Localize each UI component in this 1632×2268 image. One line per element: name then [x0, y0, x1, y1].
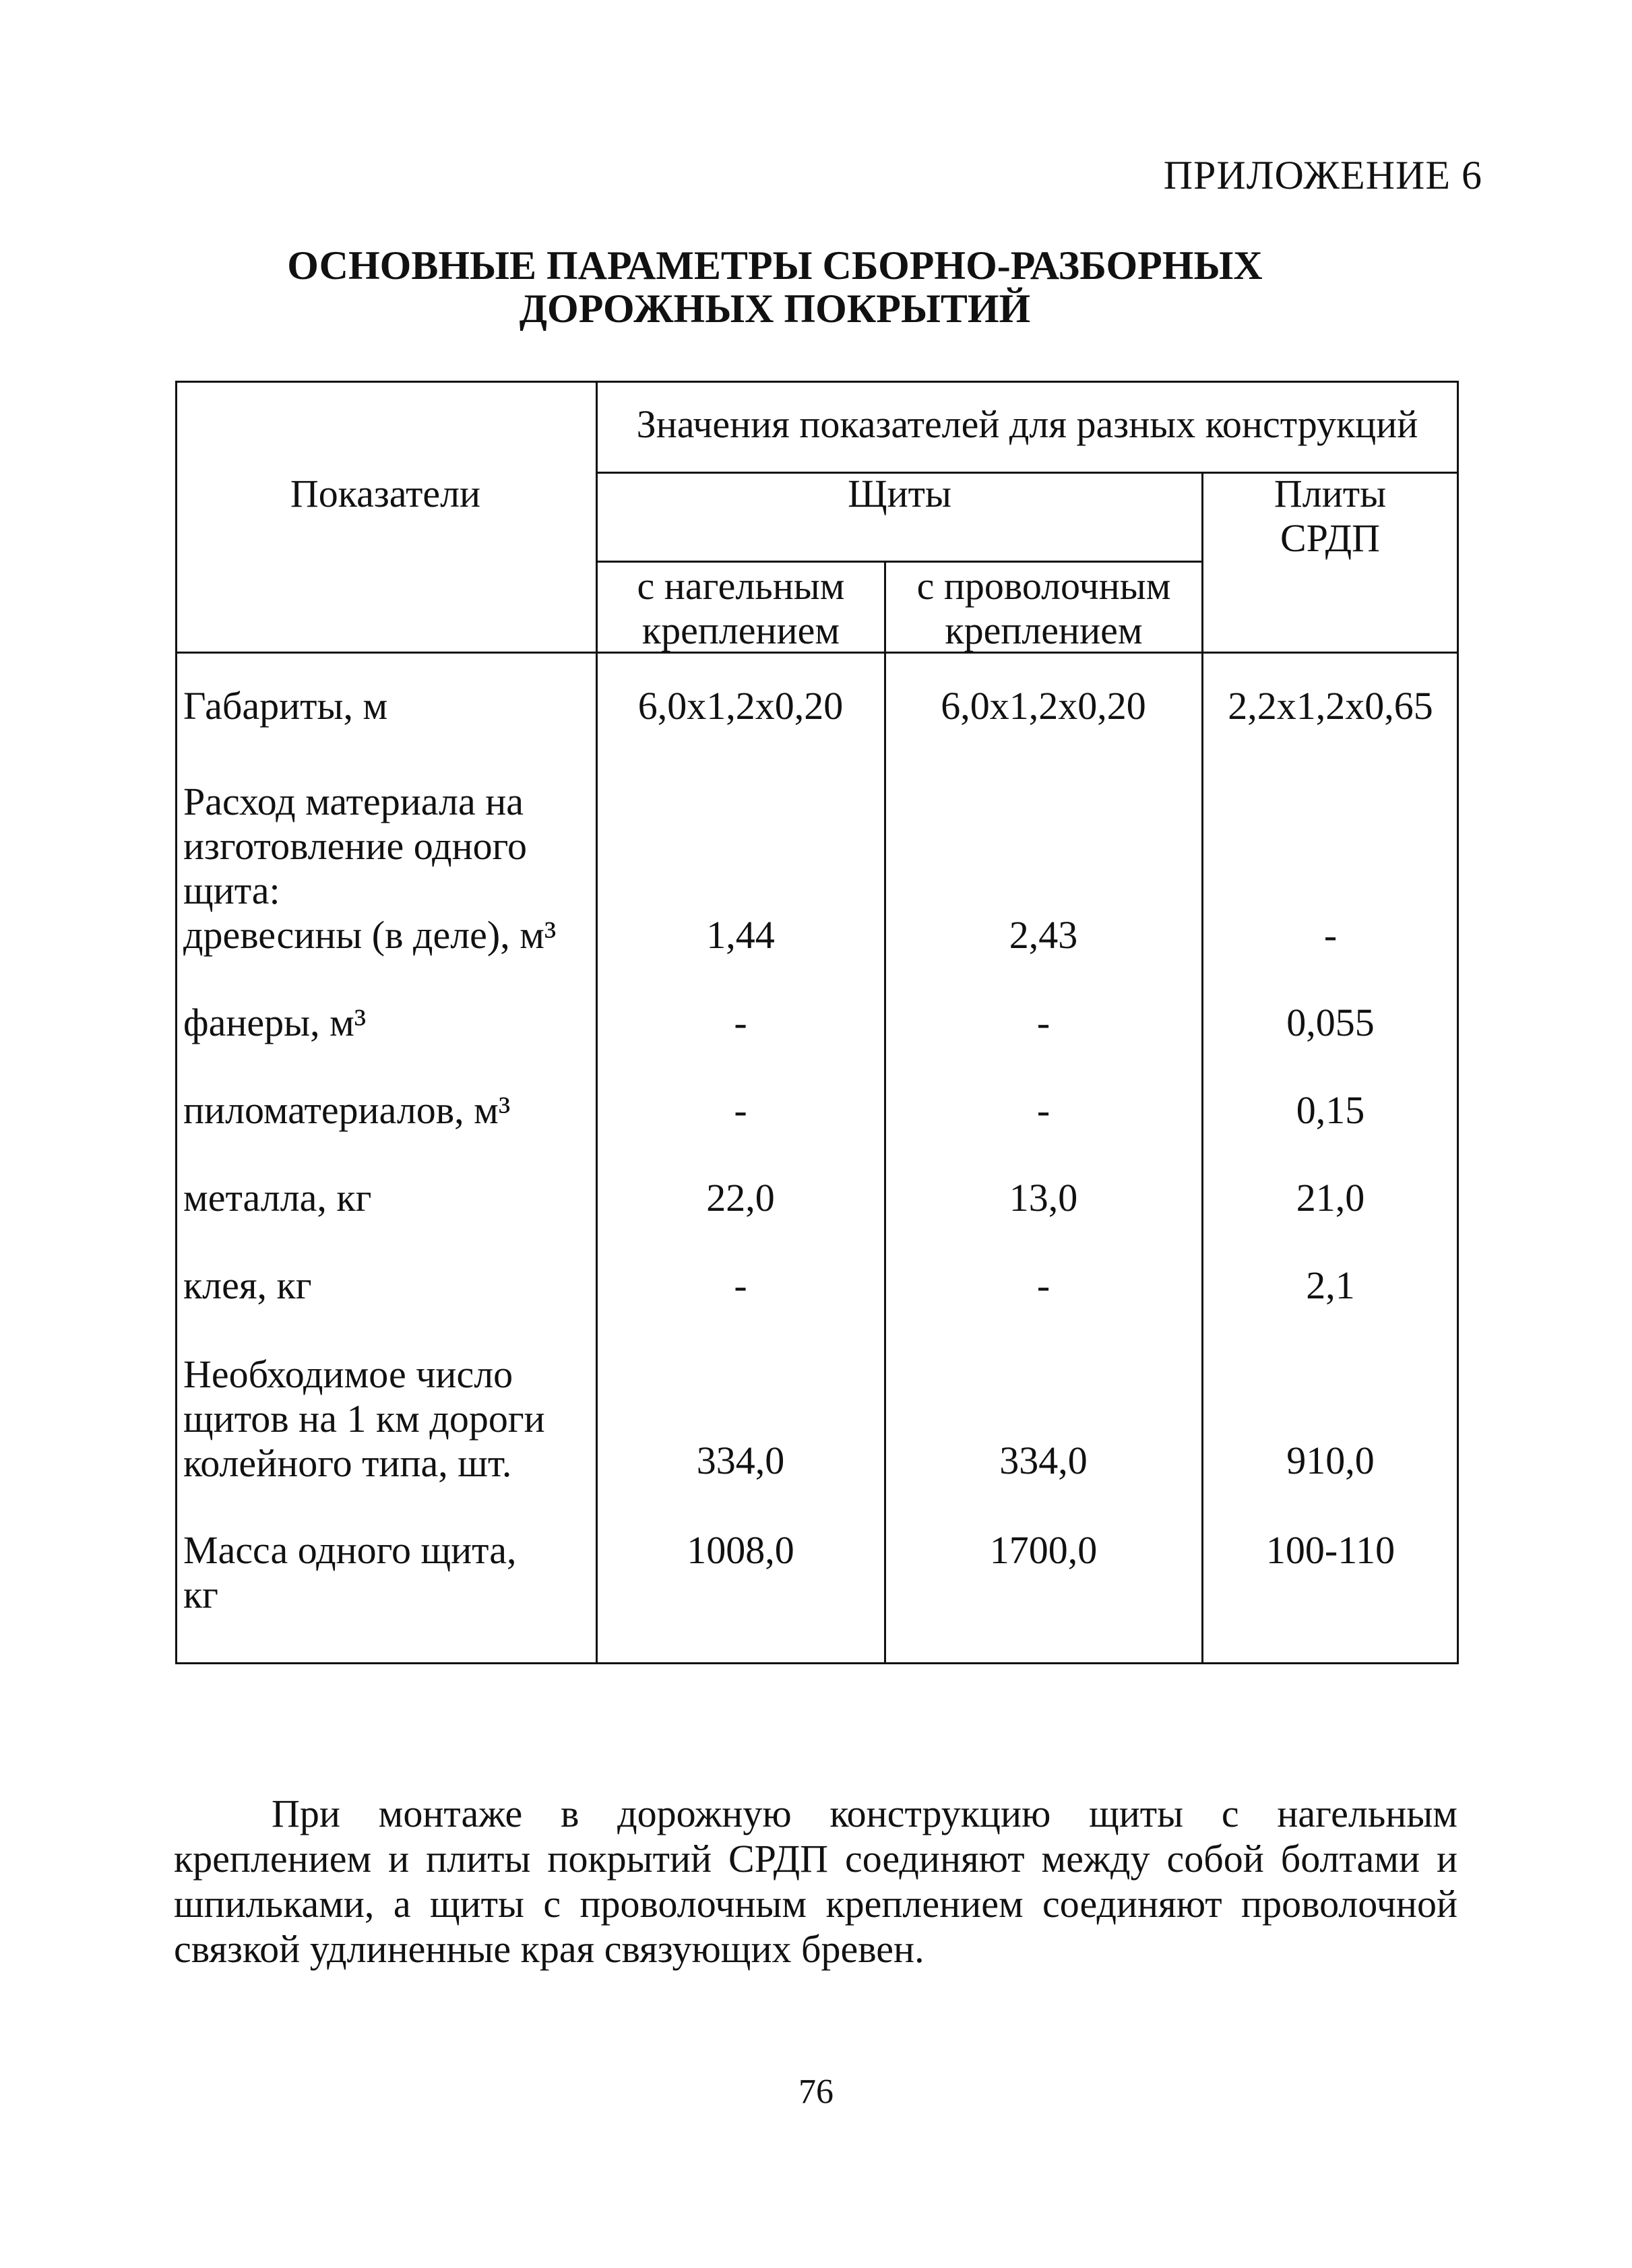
header-wire [886, 564, 1201, 653]
cell-plywood-wire: - [1036, 1001, 1050, 1044]
cell-glue-dowel: - [734, 1263, 747, 1307]
label-line: Масса одного щита, [183, 1528, 517, 1572]
label-line: щита: [183, 869, 280, 912]
title-line-1: ОСНОВНЫЕ ПАРАМЕТРЫ СБОРНО-РАЗБОРНЫХ [287, 243, 1263, 288]
label-line: щитов на 1 км дороги [183, 1397, 545, 1441]
row-label-plywood [183, 1001, 594, 1045]
header-wire-line-1: с проволочным [916, 564, 1171, 608]
cell-metal-wire: 13,0 [1009, 1176, 1078, 1220]
cell-plywood-plates: 0,055 [1286, 1001, 1375, 1044]
label-line: древесины (в деле), м³ [183, 913, 557, 957]
label-line: кг [183, 1573, 218, 1616]
header-wire-line-2: креплением [945, 608, 1143, 652]
row-label-mass [183, 1528, 594, 1617]
table-border-left [175, 381, 177, 1664]
cell-lumber-wire: - [1036, 1088, 1050, 1132]
label-line: фанеры, м³ [183, 1001, 367, 1044]
cell-metal-plates: 21,0 [1296, 1176, 1365, 1220]
cell-lumber-plates: 0,15 [1296, 1088, 1365, 1132]
cell-mass-plates: 100-110 [1265, 1528, 1395, 1572]
table-border-bottom [175, 1662, 1459, 1664]
page-number: 76 [798, 2073, 834, 2111]
row-label-material-use [183, 780, 594, 913]
col-divider-2 [884, 561, 886, 1664]
row-label-metal [183, 1176, 594, 1220]
label-line: металла, кг [183, 1176, 372, 1220]
row-label-wood [183, 913, 594, 957]
body-paragraph: При монтаже в дорожную конструкцию щиты с нагельным креплением и плиты покрытий СРДП соединяют между собой болтами и шпильками, а щиты с проволочным креплением соединяют проволочной связкой удлиненные края связующих бревен. [174, 1792, 1457, 1971]
header-divider-2 [596, 561, 1203, 563]
cell-plywood-dowel: - [734, 1001, 747, 1044]
label-line: колейного типа, шт. [183, 1441, 512, 1485]
header-values-group: Значения показателей для разных конструкций [636, 402, 1418, 446]
document-title [189, 244, 1361, 330]
cell-mass-wire: 1700,0 [989, 1528, 1098, 1572]
cell-mass-dowel: 1008,0 [687, 1528, 794, 1572]
cell-dimensions-plates: 2,2x1,2x0,65 [1228, 684, 1433, 728]
cell-metal-dowel: 22,0 [706, 1176, 775, 1220]
cell-glue-plates: 2,1 [1306, 1263, 1355, 1307]
header-dowel-line-1: с нагельным [637, 564, 845, 608]
cell-count-wire: 334,0 [999, 1439, 1088, 1482]
header-plates [1203, 472, 1457, 561]
label-line: пиломатериалов, м³ [183, 1088, 511, 1132]
cell-count-dowel: 334,0 [696, 1439, 785, 1482]
cell-lumber-dowel: - [734, 1088, 747, 1132]
cell-dimensions-wire: 6,0x1,2x0,20 [941, 684, 1146, 728]
cell-wood-dowel: 1,44 [706, 913, 775, 957]
label-line: клея, кг [183, 1263, 312, 1307]
table-border-top [175, 381, 1459, 383]
cell-glue-wire: - [1036, 1263, 1050, 1307]
header-shields: Щиты [848, 472, 951, 515]
header-plates-line-1: Плиты [1274, 472, 1387, 515]
cell-wood-wire: 2,43 [1009, 913, 1078, 957]
col-divider-3 [1201, 472, 1203, 1664]
cell-wood-plates: - [1323, 913, 1338, 957]
label-line: Необходимое число [183, 1352, 513, 1396]
table-border-right [1457, 381, 1459, 1664]
header-plates-line-2: СРДП [1280, 516, 1381, 560]
label-line: Расход материала на [183, 780, 524, 823]
cell-count-plates: 910,0 [1286, 1439, 1375, 1482]
label-line: изготовление одного [183, 824, 527, 868]
parameters-table [175, 381, 1459, 1664]
header-dowel-line-2: креплением [641, 608, 840, 652]
appendix-label: ПРИЛОЖЕНИЕ 6 [1163, 153, 1482, 197]
row-label-count-per-km [183, 1352, 594, 1486]
row-label-lumber [183, 1088, 594, 1133]
row-label-glue [183, 1263, 594, 1308]
label-line: Габариты, м [183, 684, 388, 728]
header-indicators: Показатели [290, 472, 481, 515]
row-label-dimensions [183, 684, 594, 728]
title-line-2: ДОРОЖНЫХ ПОКРЫТИЙ [519, 286, 1031, 331]
header-dowel [598, 564, 884, 653]
cell-dimensions-dowel: 6,0x1,2x0,20 [637, 684, 844, 728]
